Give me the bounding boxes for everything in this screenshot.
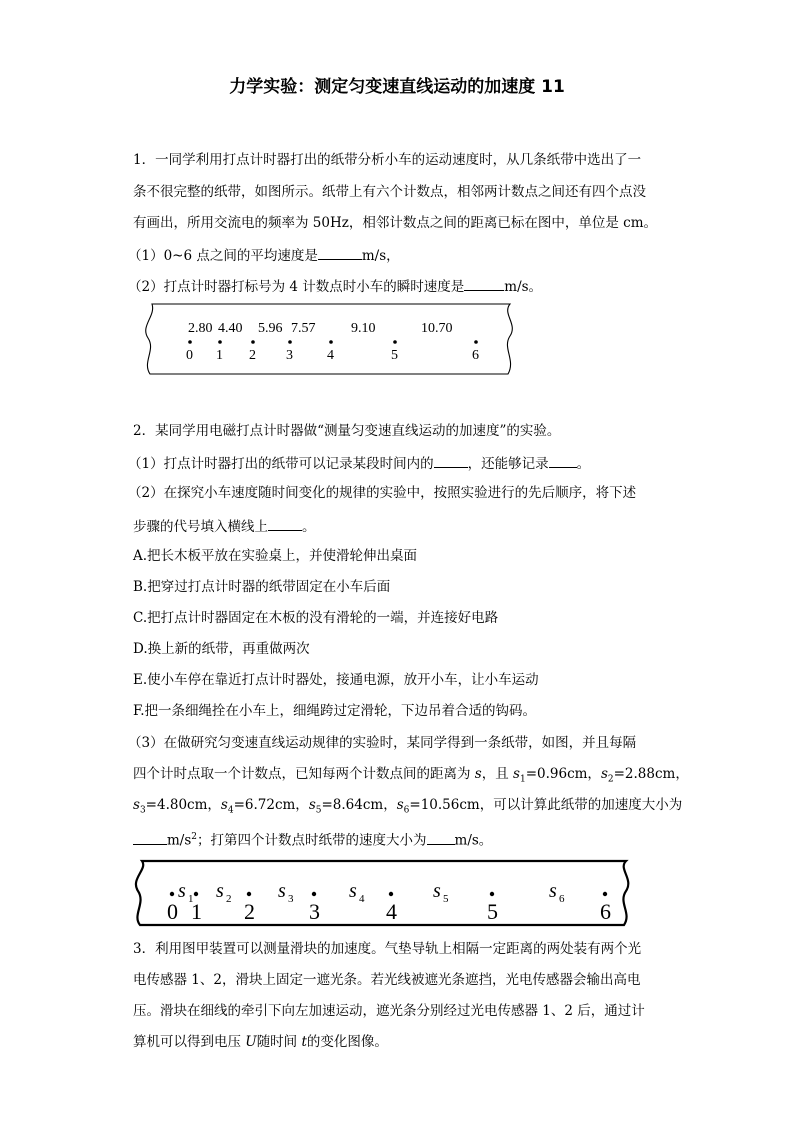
q1-point-label: 5	[391, 348, 398, 363]
q2-segment-subscript: 2	[226, 893, 232, 905]
q2-step-b: B.把穿过打点计时器的纸带固定在小车后面	[133, 579, 391, 595]
q1-answer-blank-2[interactable]	[464, 276, 504, 291]
q1-line-1: 1．一同学利用打点计时器打出的纸带分析小车的运动速度时，从几条纸带中选出了一	[133, 152, 642, 168]
q2-answer-blank-2[interactable]	[549, 453, 577, 468]
q2-point-label: 2	[244, 899, 255, 924]
q3-text-c: 的变化图像。	[306, 1034, 388, 1050]
q2-part-3-line-2	[133, 765, 689, 789]
q2-segment-subscript: 3	[288, 893, 294, 905]
q2-unit-accel: m/s	[167, 832, 192, 849]
q2-segment-label: s	[549, 880, 557, 902]
q1-part-2-text: （2）打点计时器打标号为 4 计数点时小车的瞬时速度是	[128, 279, 465, 295]
q1-distance-label: 5.96	[258, 321, 283, 336]
q2-point-label: 0	[167, 899, 178, 924]
q2-answer-blank-3[interactable]	[268, 516, 302, 531]
q1-line-2: 条不很完整的纸带，如图所示。纸带上有六个计数点，相邻两计数点之间还有四个点没	[133, 184, 646, 200]
q2-segment-subscript: 5	[443, 893, 449, 905]
q2-point-label: 5	[487, 899, 498, 924]
q1-count-point	[329, 340, 333, 344]
q2-count-point	[247, 892, 251, 896]
q1-point-label: 2	[249, 348, 256, 363]
value-s4: =6.72cm，	[233, 797, 309, 813]
q1-point-label: 4	[327, 348, 334, 363]
q1-point-label: 0	[186, 348, 193, 363]
q1-part-1-text: （1）0~6 点之间的平均速度是	[128, 248, 318, 264]
q2-count-point	[312, 892, 316, 896]
q2-part-3-line-3	[133, 796, 682, 820]
q2-count-point	[490, 892, 494, 896]
q1-count-point	[188, 340, 192, 344]
q2-part-1	[128, 453, 590, 473]
q2-count-point	[603, 892, 607, 896]
q2-part-2-text: 步骤的代号填入横线上	[133, 519, 268, 535]
q1-answer-blank-1[interactable]	[318, 245, 362, 260]
q2-part-3-text: 四个计时点取一个计数点，已知每两个计数点间的距离为	[133, 766, 475, 782]
q2-segment-label: s	[433, 880, 441, 902]
sub-6: 6	[403, 805, 410, 816]
q2-point-label: 3	[309, 899, 320, 924]
q3-text-b: 随时间	[256, 1034, 302, 1050]
q2-segment-subscript: 6	[559, 893, 565, 905]
q1-part-1	[128, 245, 400, 265]
q1-point-label: 6	[472, 348, 479, 363]
q2-part-1-text: （1）打点计时器打出的纸带可以记录某段时间内的	[128, 456, 434, 472]
sub-3: 3	[139, 805, 146, 816]
value-s1: =0.96cm，	[525, 766, 601, 782]
symbol-s: s	[474, 766, 482, 782]
q2-step-a: A.把长木板平放在实验桌上，并使滑轮伸出桌面	[133, 548, 418, 564]
q2-segment-subscript: 1	[188, 893, 194, 905]
symbol-s1: s	[513, 766, 520, 782]
sub-2: 2	[607, 774, 614, 785]
q1-point-label: 1	[216, 348, 223, 363]
q1-part-2	[128, 276, 542, 296]
q2-answer-blank-1[interactable]	[434, 453, 468, 468]
sub-4: 4	[227, 805, 234, 816]
q2-step-c: C.把打点计时器固定在木板的没有滑轮的一端，并连接好电路	[133, 610, 499, 626]
q1-distance-label: 9.10	[351, 321, 376, 336]
q2-part-2-line-2	[133, 516, 316, 536]
q2-segment-label: s	[178, 880, 186, 902]
q3-line-4	[133, 1033, 388, 1051]
q1-distance-label: 7.57	[291, 321, 316, 336]
q2-paper-tape-figure	[128, 857, 638, 929]
q2-unit-speed: m/s。	[454, 832, 493, 849]
q1-count-point	[251, 340, 255, 344]
q2-part-3-text-2: ；打第四个计数点时纸带的速度大小为	[197, 832, 427, 849]
q2-count-point	[194, 892, 198, 896]
q3-line-2: 电传感器 1、2，滑块上固定一遮光条。若光线被遮光条遮挡，光电传感器会输出高电	[133, 972, 641, 988]
q2-part-1-mid: ，还能够记录	[467, 456, 549, 472]
q2-unit-sup: 2	[191, 832, 198, 842]
q1-line-3: 有画出，所用交流电的频率为 50Hz，相邻计数点之间的距离已标在图中，单位是 cm。	[133, 215, 658, 231]
q2-step-d: D.换上新的纸带，再重做两次	[133, 641, 310, 657]
q2-segment-label: s	[278, 880, 286, 902]
q2-answer-blank-5[interactable]	[427, 830, 455, 845]
q2-count-point	[170, 892, 174, 896]
page-title: 力学实验：测定匀变速直线运动的加速度 11	[229, 77, 565, 97]
symbol-s3: s	[133, 797, 140, 813]
q2-part-2-end: 。	[302, 519, 316, 535]
symbol-s6: s	[396, 797, 404, 813]
sub-1: 1	[519, 774, 526, 785]
q1-count-point	[474, 340, 478, 344]
q2-segment-subscript: 4	[359, 893, 365, 905]
symbol-t: t	[301, 1034, 307, 1050]
value-s6: =10.56cm，可以计算此纸带的加速度大小为	[409, 797, 683, 813]
q1-count-point	[393, 340, 397, 344]
symbol-U: U	[245, 1034, 257, 1050]
q3-text-a: 算机可以得到电压	[133, 1034, 246, 1050]
q3-line-1: 3．利用图甲装置可以测量滑块的加速度。气垫导轨上相隔一定距离的两处装有两个光	[133, 941, 642, 957]
q2-line-1: 2．某同学用电磁打点计时器做“测量匀变速直线运动的加速度”的实验。	[133, 423, 561, 439]
q1-part-1-unit: m/s，	[361, 248, 400, 264]
q1-count-point	[288, 340, 292, 344]
q2-point-label: 6	[600, 899, 611, 924]
value-s5: =8.64cm，	[321, 797, 397, 813]
q2-segment-label: s	[349, 880, 357, 902]
q2-step-f: F.把一条细绳拴在小车上，细绳跨过定滑轮，下边吊着合适的钩码。	[133, 703, 537, 719]
q2-segment-label: s	[216, 880, 224, 902]
symbol-s5: s	[308, 797, 316, 813]
q2-step-e: E.使小车停在靠近打点计时器处，接通电源，放开小车，让小车运动	[133, 672, 539, 688]
sub-5: 5	[315, 805, 322, 816]
value-s3: =4.80cm，	[145, 797, 221, 813]
symbol-s2: s	[600, 766, 608, 782]
q1-part-2-unit: m/s。	[504, 279, 543, 295]
q2-part-2-line-1: （2）在探究小车速度随时间变化的规律的实验中，按照实验进行的先后顺序，将下述	[128, 485, 637, 501]
q2-part-3-line-1: （3）在做研究匀变速直线运动规律的实验时，某同学得到一条纸带，如图，并且每隔	[128, 735, 637, 751]
q2-point-label: 4	[386, 899, 397, 924]
q2-point-label: 1	[191, 899, 202, 924]
q1-distance-label: 2.80	[188, 321, 213, 336]
q1-paper-tape-figure	[130, 300, 520, 380]
q2-count-point	[389, 892, 393, 896]
q1-tape-outline	[146, 304, 513, 374]
q3-line-3: 压。滑块在细线的牵引下向左加速运动，遮光条分别经过光电传感器 1、2 后，通过计	[133, 1003, 645, 1019]
symbol-s4: s	[220, 797, 228, 813]
value-s2: =2.88cm，	[613, 766, 689, 782]
q1-point-label: 3	[286, 348, 293, 363]
q1-count-point	[218, 340, 222, 344]
q2-answer-blank-4[interactable]	[133, 830, 167, 845]
q1-distance-label: 10.70	[421, 321, 453, 336]
q1-distance-label: 4.40	[218, 321, 243, 336]
q2-part-3-line-4	[133, 828, 492, 850]
q2-part-3-and: ，且	[481, 766, 514, 782]
q2-part-1-end: 。	[576, 456, 591, 472]
